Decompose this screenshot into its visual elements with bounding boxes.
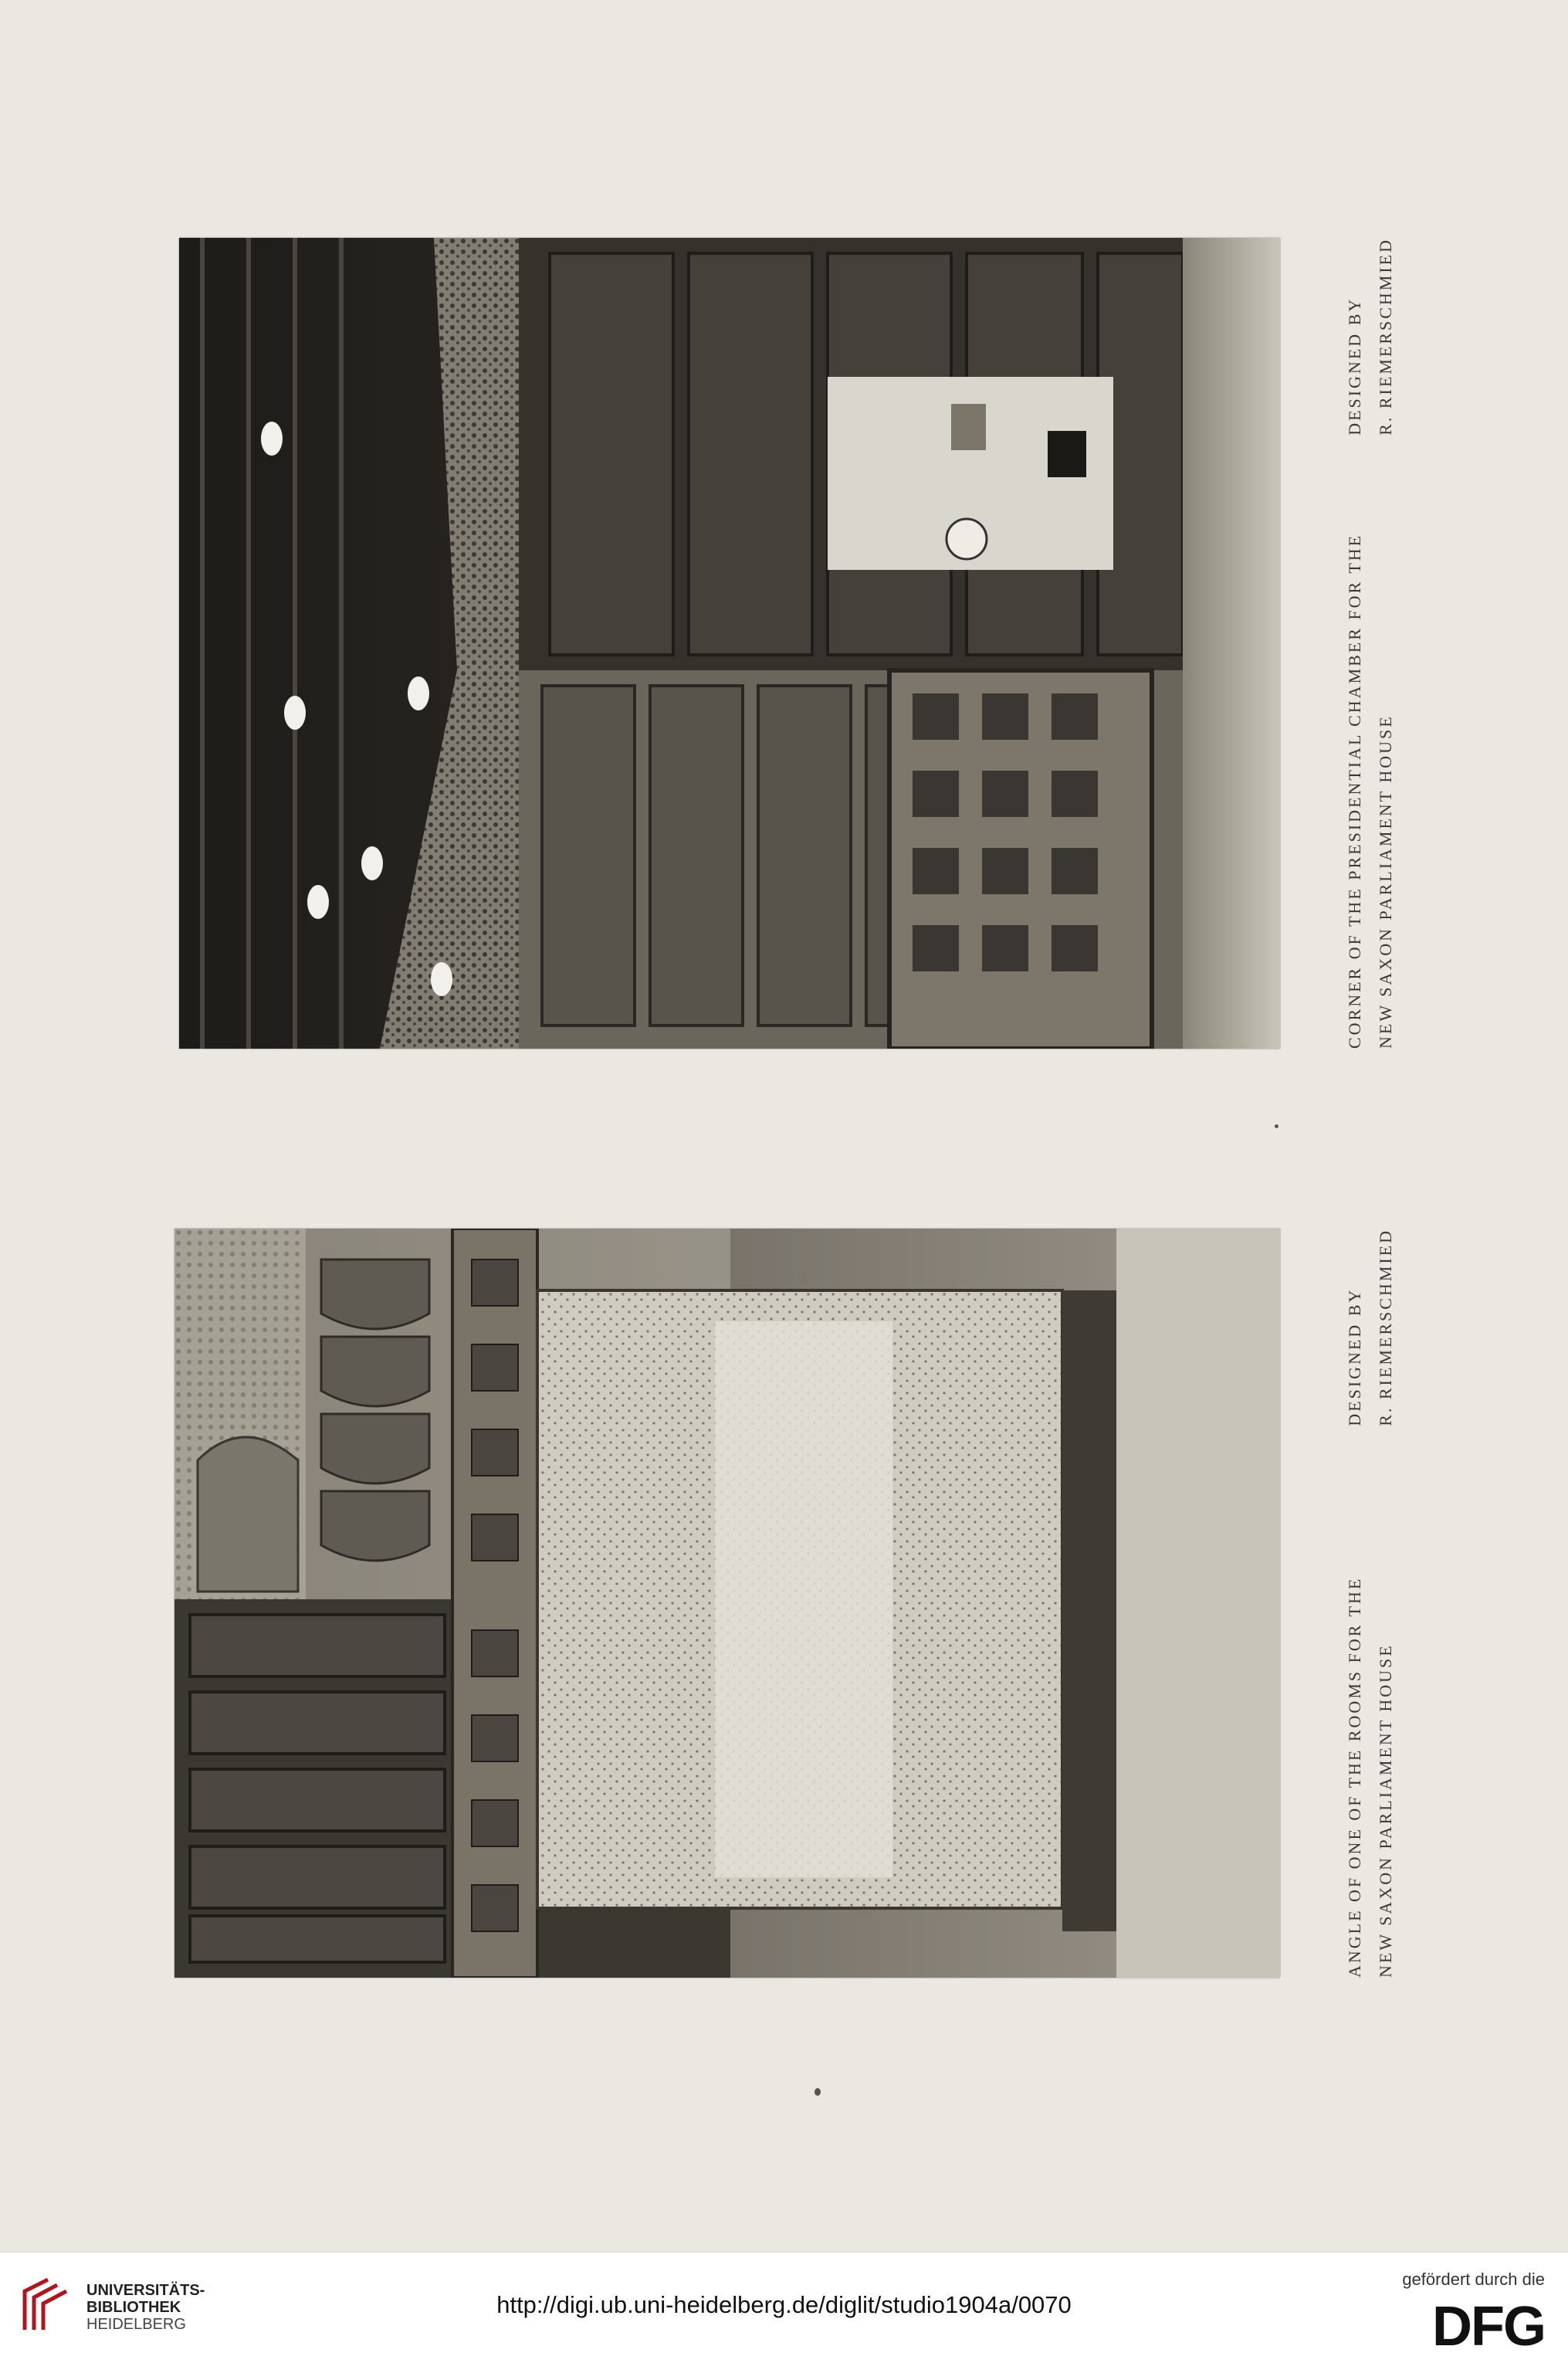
caption-line-1: CORNER OF THE PRESIDENTIAL CHAMBER FOR THE [1345,533,1364,1049]
funded-by-label: gefördert durch die [1402,2270,1545,2289]
designer-name: R. RIEMERSCHMIED [1376,238,1395,436]
caption-presidential-chamber [1339,238,1401,1049]
caption-room-angle [1339,1229,1401,1978]
plate-room-angle [174,1229,1280,1978]
designer-name: R. RIEMERSCHMIED [1376,1229,1395,1426]
caption-line-2: NEW SAXON PARLIAMENT HOUSE [1376,714,1395,1049]
caption-line-2: NEW SAXON PARLIAMENT HOUSE [1376,1643,1395,1978]
presidential-chamber-photo [179,238,1280,1049]
print-speck [814,2088,821,2096]
library-name-line-1: UNIVERSITÄTS- [86,2282,205,2299]
room-angle-photo [174,1229,1280,1978]
print-speck [1275,1124,1278,1128]
source-url-link[interactable]: http://digi.ub.uni-heidelberg.de/diglit/studio1904a/0070 [496,2291,1072,2318]
caption-line-1: ANGLE OF ONE OF THE ROOMS FOR THE [1345,1576,1364,1978]
designer-label: DESIGNED BY [1345,1287,1364,1426]
library-name-line-2: BIBLIOTHEK [86,2299,181,2316]
digitization-footer [0,2252,1568,2363]
plate-presidential-chamber [179,238,1280,1049]
designer-label: DESIGNED BY [1345,297,1364,436]
dfg-logo: DFG [1432,2296,1545,2358]
library-name-line-3: HEIDELBERG [86,2316,186,2333]
